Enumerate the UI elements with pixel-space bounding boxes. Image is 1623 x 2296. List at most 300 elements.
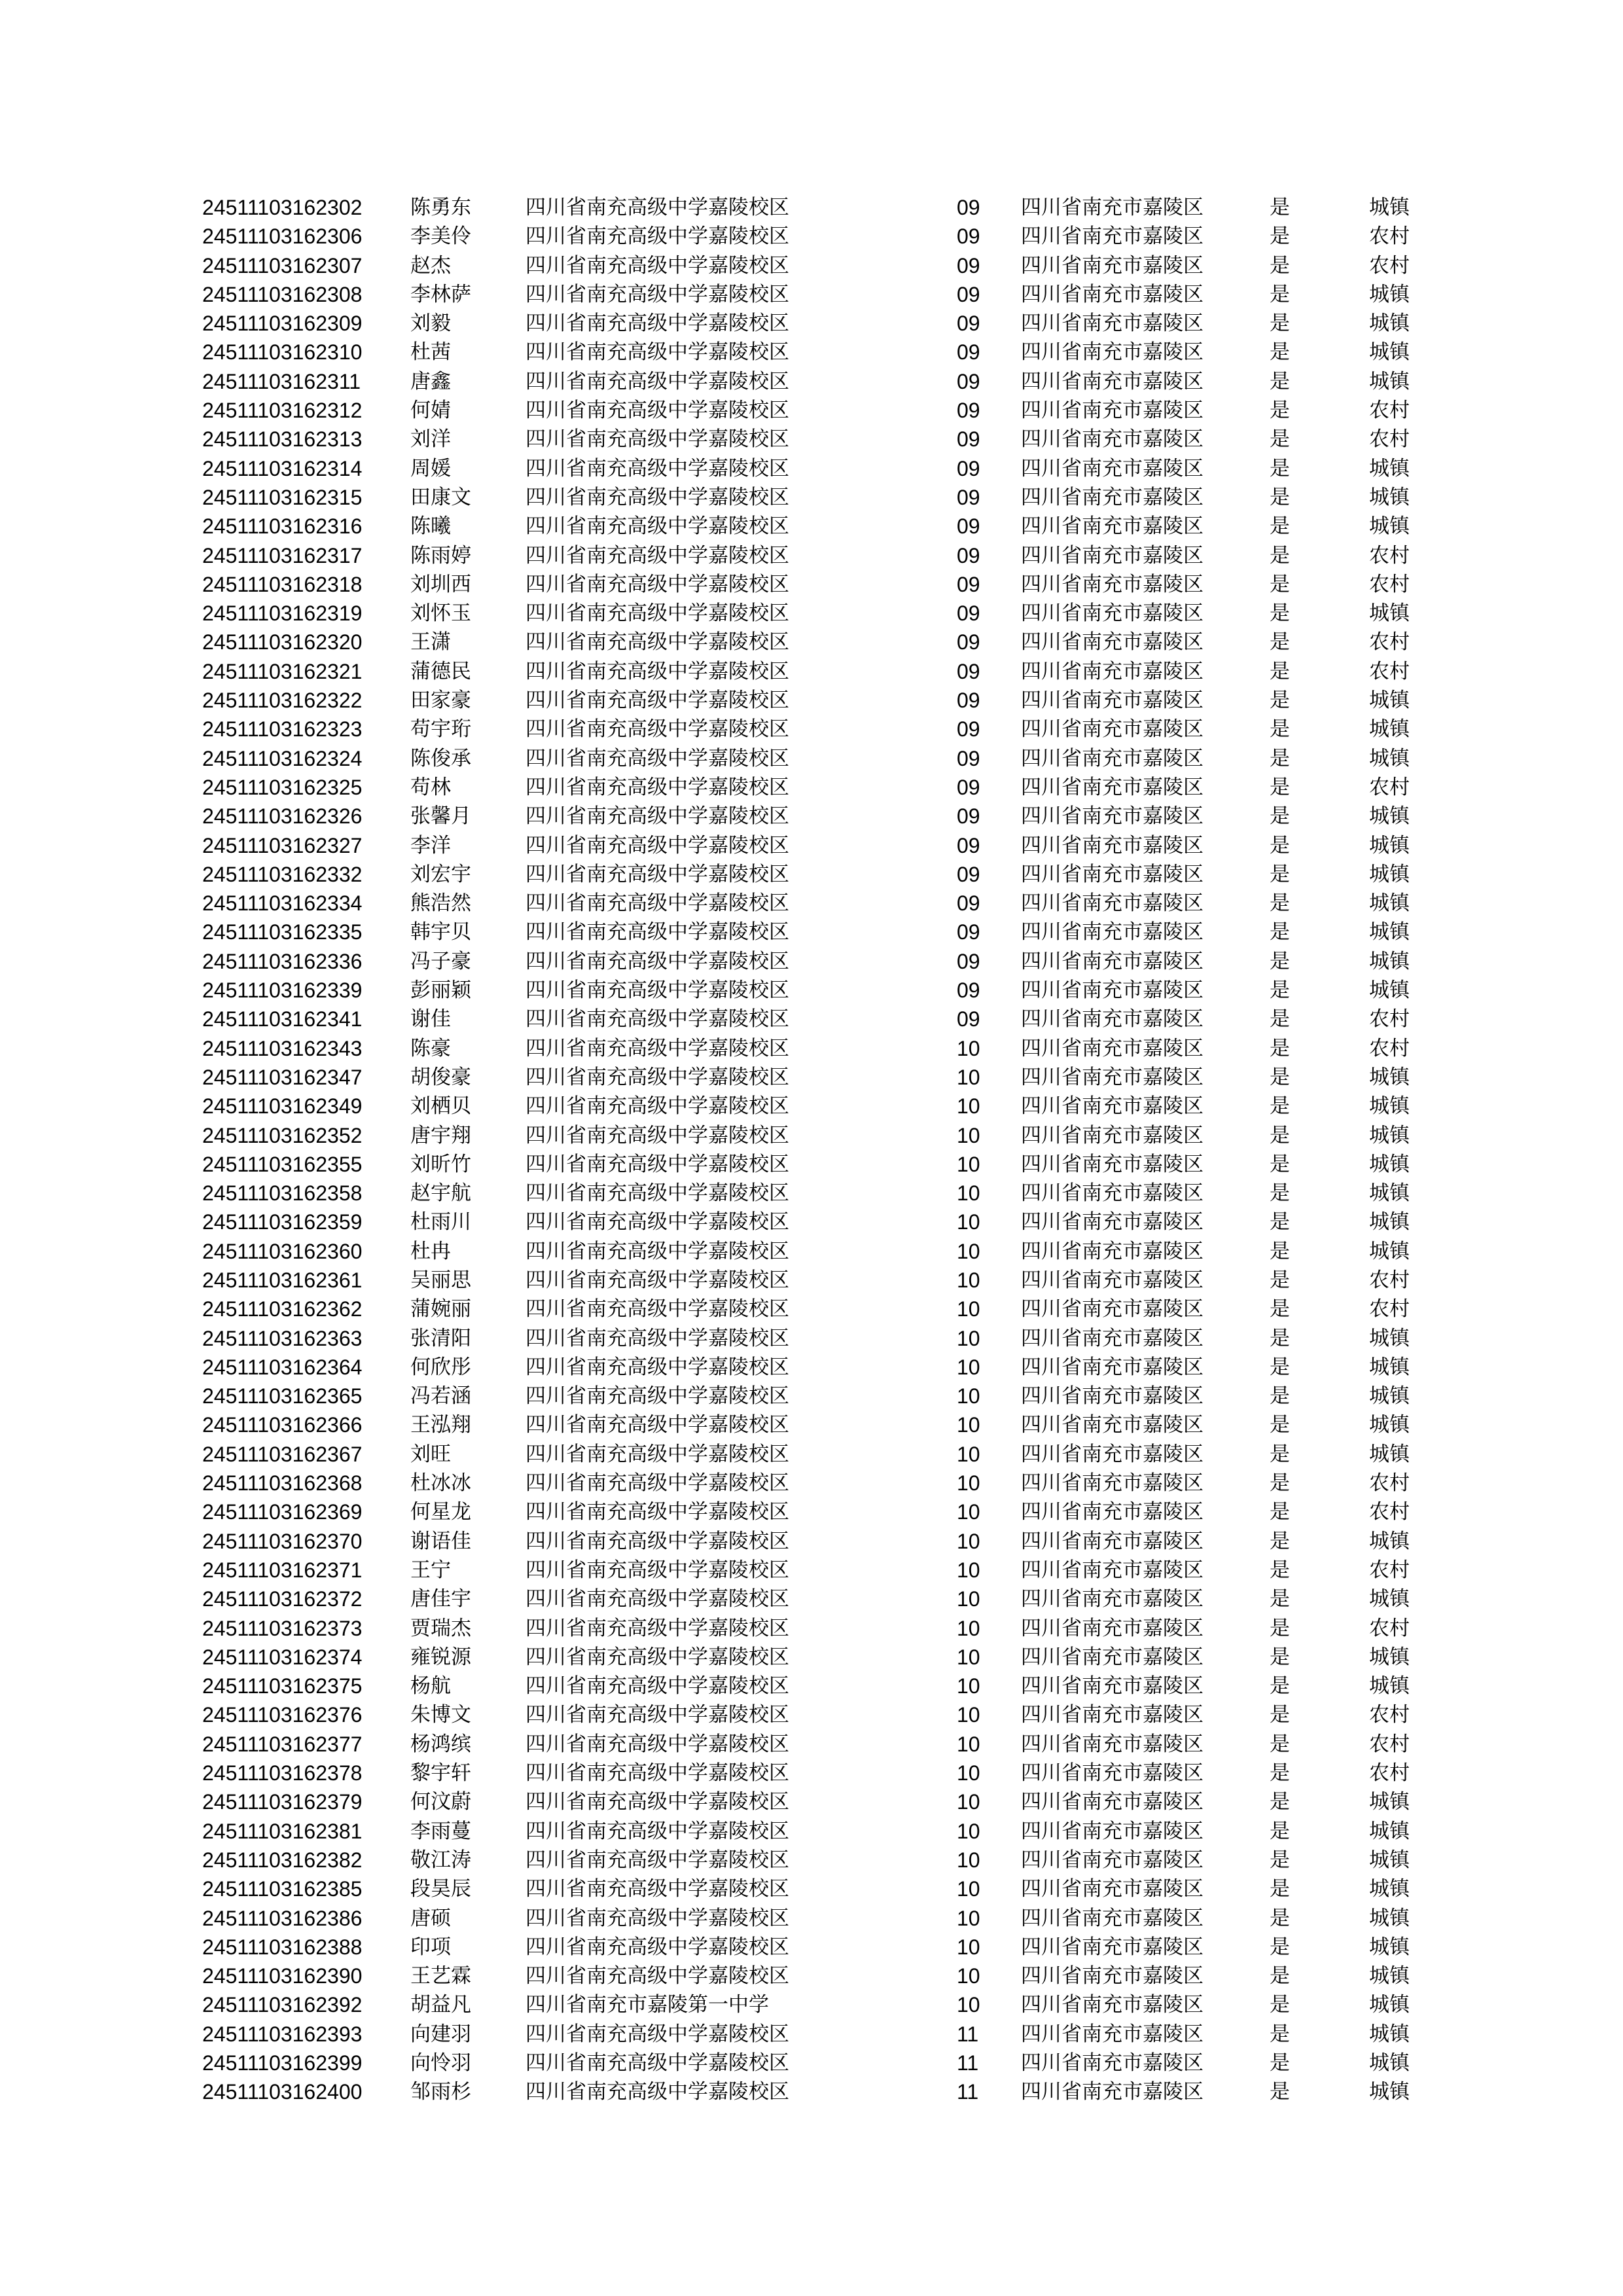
student-id-cell: 24511103162316: [202, 514, 363, 539]
class-cell: 10: [957, 1848, 980, 1872]
residence-type-cell: 农村: [1369, 1036, 1410, 1060]
region-cell: 四川省南充市嘉陵区: [1021, 253, 1204, 278]
class-cell: 09: [957, 253, 980, 278]
residence-type-cell: 城镇: [1369, 1790, 1410, 1814]
flag-cell: 是: [1270, 1268, 1290, 1292]
flag-cell: 是: [1270, 543, 1290, 567]
table-row: [0, 1034, 1623, 1063]
flag-cell: 是: [1270, 1732, 1290, 1756]
school-cell: 四川省南充高级中学嘉陵校区: [526, 456, 789, 480]
residence-type-cell: 城镇: [1369, 282, 1410, 306]
residence-type-cell: 城镇: [1369, 1964, 1410, 1988]
residence-type-cell: 城镇: [1369, 456, 1410, 480]
table-row: [0, 831, 1623, 860]
residence-type-cell: 城镇: [1369, 369, 1410, 393]
student-name-cell: 胡俊豪: [410, 1065, 471, 1089]
table-row: [0, 1121, 1623, 1150]
region-cell: 四川省南充市嘉陵区: [1021, 630, 1204, 655]
region-cell: 四川省南充市嘉陵区: [1021, 1616, 1204, 1640]
class-cell: 09: [957, 920, 980, 944]
region-cell: 四川省南充市嘉陵区: [1021, 1790, 1204, 1814]
school-cell: 四川省南充高级中学嘉陵校区: [526, 1616, 789, 1640]
region-cell: 四川省南充市嘉陵区: [1021, 1703, 1204, 1727]
residence-type-cell: 城镇: [1369, 920, 1410, 944]
class-cell: 09: [957, 514, 980, 539]
region-cell: 四川省南充市嘉陵区: [1021, 1007, 1204, 1031]
school-cell: 四川省南充高级中学嘉陵校区: [526, 978, 789, 1003]
school-cell: 四川省南充高级中学嘉陵校区: [526, 1471, 789, 1496]
student-id-cell: 24511103162321: [202, 659, 363, 683]
table-row: [0, 541, 1623, 570]
residence-type-cell: 农村: [1369, 1297, 1410, 1321]
region-cell: 四川省南充市嘉陵区: [1021, 920, 1204, 944]
flag-cell: 是: [1270, 1471, 1290, 1496]
school-cell: 四川省南充高级中学嘉陵校区: [526, 630, 789, 655]
flag-cell: 是: [1270, 1993, 1290, 2017]
class-cell: 10: [957, 1877, 980, 1901]
student-id-cell: 24511103162320: [202, 630, 363, 655]
student-id-cell: 24511103162385: [202, 1877, 363, 1901]
region-cell: 四川省南充市嘉陵区: [1021, 369, 1204, 393]
student-id-cell: 24511103162364: [202, 1355, 363, 1379]
school-cell: 四川省南充高级中学嘉陵校区: [526, 427, 789, 452]
residence-type-cell: 城镇: [1369, 1819, 1410, 1843]
flag-cell: 是: [1270, 1500, 1290, 1524]
student-id-cell: 24511103162319: [202, 601, 363, 626]
student-id-cell: 24511103162373: [202, 1616, 363, 1640]
flag-cell: 是: [1270, 1935, 1290, 1959]
class-cell: 10: [957, 1152, 980, 1176]
student-name-cell: 杨鸿缤: [410, 1732, 471, 1756]
residence-type-cell: 城镇: [1369, 1413, 1410, 1437]
student-name-cell: 谢语佳: [410, 1529, 471, 1553]
student-id-cell: 24511103162374: [202, 1645, 363, 1669]
table-row: [0, 1585, 1623, 1613]
table-row: [0, 251, 1623, 280]
class-cell: 10: [957, 1065, 980, 1089]
student-name-cell: 杜冉: [410, 1239, 451, 1263]
residence-type-cell: 城镇: [1369, 1384, 1410, 1408]
class-cell: 10: [957, 1616, 980, 1640]
table-row: [0, 483, 1623, 512]
residence-type-cell: 城镇: [1369, 1906, 1410, 1930]
class-cell: 09: [957, 572, 980, 596]
class-cell: 09: [957, 891, 980, 916]
flag-cell: 是: [1270, 1326, 1290, 1350]
table-row: [0, 222, 1623, 251]
student-id-cell: 24511103162311: [202, 369, 361, 393]
flag-cell: 是: [1270, 253, 1290, 278]
table-row: [0, 2077, 1623, 2106]
residence-type-cell: 城镇: [1369, 1210, 1410, 1234]
school-cell: 四川省南充高级中学嘉陵校区: [526, 601, 789, 626]
student-name-cell: 李林萨: [410, 282, 471, 306]
class-cell: 10: [957, 1558, 980, 1582]
student-id-cell: 24511103162322: [202, 689, 363, 713]
class-cell: 10: [957, 1993, 980, 2017]
residence-type-cell: 城镇: [1369, 2051, 1410, 2075]
region-cell: 四川省南充市嘉陵区: [1021, 224, 1204, 249]
student-name-cell: 贾瑞杰: [410, 1616, 471, 1640]
residence-type-cell: 城镇: [1369, 196, 1410, 219]
student-name-cell: 蒲德民: [410, 659, 471, 683]
table-row: [0, 686, 1623, 715]
student-name-cell: 陈豪: [410, 1036, 451, 1060]
region-cell: 四川省南充市嘉陵区: [1021, 456, 1204, 480]
student-name-cell: 熊浩然: [410, 891, 471, 916]
flag-cell: 是: [1270, 601, 1290, 626]
residence-type-cell: 城镇: [1369, 1239, 1410, 1263]
school-cell: 四川省南充高级中学嘉陵校区: [526, 659, 789, 683]
flag-cell: 是: [1270, 1616, 1290, 1640]
student-id-cell: 24511103162308: [202, 282, 363, 306]
region-cell: 四川省南充市嘉陵区: [1021, 1239, 1204, 1263]
student-name-cell: 杜茜: [410, 340, 451, 365]
flag-cell: 是: [1270, 514, 1290, 539]
region-cell: 四川省南充市嘉陵区: [1021, 1413, 1204, 1437]
class-cell: 09: [957, 485, 980, 509]
table-row: [0, 1700, 1623, 1729]
table-row: [0, 512, 1623, 541]
student-id-cell: 24511103162352: [202, 1123, 363, 1147]
table-row: [0, 889, 1623, 918]
table-row: [0, 1846, 1623, 1874]
table-row: [0, 1498, 1623, 1526]
school-cell: 四川省南充高级中学嘉陵校区: [526, 1529, 789, 1553]
table-row: [0, 570, 1623, 599]
student-name-cell: 陈勇东: [410, 196, 471, 219]
school-cell: 四川省南充高级中学嘉陵校区: [526, 1674, 789, 1698]
student-name-cell: 刘洋: [410, 427, 451, 452]
class-cell: 10: [957, 1703, 980, 1727]
region-cell: 四川省南充市嘉陵区: [1021, 2022, 1204, 2046]
region-cell: 四川省南充市嘉陵区: [1021, 775, 1204, 799]
student-name-cell: 谢佳: [410, 1007, 451, 1031]
flag-cell: 是: [1270, 2022, 1290, 2046]
class-cell: 10: [957, 1326, 980, 1350]
student-name-cell: 何婧: [410, 399, 451, 423]
class-cell: 09: [957, 746, 980, 770]
student-id-cell: 24511103162379: [202, 1790, 363, 1814]
class-cell: 09: [957, 1007, 980, 1031]
table-row: [0, 1817, 1623, 1846]
residence-type-cell: 城镇: [1369, 1123, 1410, 1147]
class-cell: 10: [957, 1732, 980, 1756]
flag-cell: 是: [1270, 340, 1290, 365]
region-cell: 四川省南充市嘉陵区: [1021, 1268, 1204, 1292]
table-row: [0, 1614, 1623, 1643]
class-cell: 09: [957, 978, 980, 1003]
school-cell: 四川省南充高级中学嘉陵校区: [526, 1703, 789, 1727]
region-cell: 四川省南充市嘉陵区: [1021, 833, 1204, 857]
class-cell: 10: [957, 1181, 980, 1206]
class-cell: 09: [957, 601, 980, 626]
class-cell: 10: [957, 1442, 980, 1466]
residence-type-cell: 城镇: [1369, 485, 1410, 509]
flag-cell: 是: [1270, 1065, 1290, 1089]
table-row: [0, 309, 1623, 338]
region-cell: 四川省南充市嘉陵区: [1021, 601, 1204, 626]
residence-type-cell: 农村: [1369, 1500, 1410, 1524]
residence-type-cell: 农村: [1369, 1007, 1410, 1031]
flag-cell: 是: [1270, 1645, 1290, 1669]
school-cell: 四川省南充高级中学嘉陵校区: [526, 1210, 789, 1234]
flag-cell: 是: [1270, 2051, 1290, 2075]
student-name-cell: 赵杰: [410, 253, 451, 278]
student-id-cell: 24511103162365: [202, 1384, 363, 1408]
student-id-cell: 24511103162309: [202, 312, 363, 336]
student-name-cell: 陈雨婷: [410, 543, 471, 567]
residence-type-cell: 农村: [1369, 630, 1410, 655]
student-name-cell: 蒲婉丽: [410, 1297, 471, 1321]
table-row: [0, 1643, 1623, 1672]
class-cell: 09: [957, 775, 980, 799]
student-id-cell: 24511103162376: [202, 1703, 363, 1727]
region-cell: 四川省南充市嘉陵区: [1021, 1355, 1204, 1379]
school-cell: 四川省南充高级中学嘉陵校区: [526, 340, 789, 365]
school-cell: 四川省南充高级中学嘉陵校区: [526, 891, 789, 916]
student-name-cell: 黎宇轩: [410, 1761, 471, 1785]
student-name-cell: 张馨月: [410, 804, 471, 829]
class-cell: 10: [957, 1500, 980, 1524]
table-row: [0, 2020, 1623, 2049]
residence-type-cell: 城镇: [1369, 717, 1410, 742]
residence-type-cell: 农村: [1369, 1616, 1410, 1640]
school-cell: 四川省南充高级中学嘉陵校区: [526, 1848, 789, 1872]
school-cell: 四川省南充高级中学嘉陵校区: [526, 399, 789, 423]
school-cell: 四川省南充高级中学嘉陵校区: [526, 253, 789, 278]
flag-cell: 是: [1270, 399, 1290, 423]
region-cell: 四川省南充市嘉陵区: [1021, 1529, 1204, 1553]
student-id-cell: 24511103162363: [202, 1326, 363, 1350]
region-cell: 四川省南充市嘉陵区: [1021, 1036, 1204, 1060]
class-cell: 11: [957, 2022, 979, 2046]
school-cell: 四川省南充高级中学嘉陵校区: [526, 1964, 789, 1988]
student-name-cell: 杜冰冰: [410, 1471, 471, 1496]
residence-type-cell: 城镇: [1369, 1152, 1410, 1176]
class-cell: 09: [957, 804, 980, 829]
table-row: [0, 1324, 1623, 1353]
student-id-cell: 24511103162336: [202, 949, 363, 973]
residence-type-cell: 城镇: [1369, 2022, 1410, 2046]
flag-cell: 是: [1270, 1877, 1290, 1901]
student-name-cell: 唐佳宇: [410, 1587, 471, 1611]
school-cell: 四川省南充高级中学嘉陵校区: [526, 224, 789, 249]
student-id-cell: 24511103162367: [202, 1442, 363, 1466]
student-id-cell: 24511103162347: [202, 1065, 363, 1089]
table-row: [0, 454, 1623, 483]
school-cell: 四川省南充高级中学嘉陵校区: [526, 514, 789, 539]
residence-type-cell: 城镇: [1369, 1442, 1410, 1466]
student-name-cell: 彭丽颖: [410, 978, 471, 1003]
school-cell: 四川省南充高级中学嘉陵校区: [526, 717, 789, 742]
region-cell: 四川省南充市嘉陵区: [1021, 543, 1204, 567]
region-cell: 四川省南充市嘉陵区: [1021, 1065, 1204, 1089]
student-name-cell: 印项: [410, 1935, 451, 1959]
class-cell: 10: [957, 1268, 980, 1292]
student-id-cell: 24511103162400: [202, 2080, 363, 2104]
residence-type-cell: 城镇: [1369, 1094, 1410, 1119]
table-row: [0, 280, 1623, 309]
student-id-cell: 24511103162318: [202, 572, 363, 596]
flag-cell: 是: [1270, 1964, 1290, 1988]
flag-cell: 是: [1270, 1529, 1290, 1553]
flag-cell: 是: [1270, 920, 1290, 944]
residence-type-cell: 农村: [1369, 543, 1410, 567]
school-cell: 四川省南充高级中学嘉陵校区: [526, 1442, 789, 1466]
flag-cell: 是: [1270, 949, 1290, 973]
residence-type-cell: 农村: [1369, 1703, 1410, 1727]
class-cell: 10: [957, 1906, 980, 1930]
flag-cell: 是: [1270, 1094, 1290, 1119]
student-name-cell: 赵宇航: [410, 1181, 471, 1206]
class-cell: 10: [957, 1210, 980, 1234]
school-cell: 四川省南充高级中学嘉陵校区: [526, 2051, 789, 2075]
flag-cell: 是: [1270, 1297, 1290, 1321]
table-row: [0, 338, 1623, 367]
region-cell: 四川省南充市嘉陵区: [1021, 978, 1204, 1003]
student-name-cell: 胡益凡: [410, 1993, 471, 2017]
table-row: [0, 1266, 1623, 1295]
class-cell: 10: [957, 1239, 980, 1263]
residence-type-cell: 城镇: [1369, 1326, 1410, 1350]
school-cell: 四川省南充高级中学嘉陵校区: [526, 2080, 789, 2104]
student-name-cell: 王潇: [410, 630, 451, 655]
student-name-cell: 何汶蔚: [410, 1790, 471, 1814]
class-cell: 09: [957, 312, 980, 336]
table-row: [0, 1295, 1623, 1323]
school-cell: 四川省南充高级中学嘉陵校区: [526, 1906, 789, 1930]
flag-cell: 是: [1270, 804, 1290, 829]
flag-cell: 是: [1270, 862, 1290, 886]
residence-type-cell: 城镇: [1369, 1674, 1410, 1698]
student-id-cell: 24511103162315: [202, 485, 363, 509]
residence-type-cell: 城镇: [1369, 1355, 1410, 1379]
flag-cell: 是: [1270, 1413, 1290, 1437]
school-cell: 四川省南充高级中学嘉陵校区: [526, 1790, 789, 1814]
flag-cell: 是: [1270, 1007, 1290, 1031]
student-id-cell: 24511103162312: [202, 399, 363, 423]
class-cell: 09: [957, 427, 980, 452]
flag-cell: 是: [1270, 572, 1290, 596]
flag-cell: 是: [1270, 1906, 1290, 1930]
residence-type-cell: 城镇: [1369, 312, 1410, 336]
student-name-cell: 陈曦: [410, 514, 451, 539]
class-cell: 09: [957, 196, 980, 219]
class-cell: 10: [957, 1587, 980, 1611]
student-name-cell: 向怜羽: [410, 2051, 471, 2075]
student-id-cell: 24511103162313: [202, 427, 363, 452]
student-id-cell: 24511103162371: [202, 1558, 363, 1582]
region-cell: 四川省南充市嘉陵区: [1021, 804, 1204, 829]
region-cell: 四川省南充市嘉陵区: [1021, 572, 1204, 596]
table-row: [0, 1556, 1623, 1585]
flag-cell: 是: [1270, 1152, 1290, 1176]
region-cell: 四川省南充市嘉陵区: [1021, 862, 1204, 886]
residence-type-cell: 农村: [1369, 1471, 1410, 1496]
table-row: [0, 425, 1623, 454]
student-name-cell: 唐宇翔: [410, 1123, 471, 1147]
student-name-cell: 李洋: [410, 833, 451, 857]
residence-type-cell: 农村: [1369, 399, 1410, 423]
student-name-cell: 王宁: [410, 1558, 451, 1582]
class-cell: 10: [957, 1529, 980, 1553]
class-cell: 10: [957, 1761, 980, 1785]
residence-type-cell: 城镇: [1369, 1181, 1410, 1206]
student-id-cell: 24511103162325: [202, 775, 363, 799]
student-id-cell: 24511103162349: [202, 1094, 363, 1119]
student-name-cell: 田康文: [410, 485, 471, 509]
flag-cell: 是: [1270, 224, 1290, 249]
student-name-cell: 陈俊承: [410, 746, 471, 770]
region-cell: 四川省南充市嘉陵区: [1021, 1935, 1204, 1959]
student-name-cell: 李美伶: [410, 224, 471, 249]
flag-cell: 是: [1270, 282, 1290, 306]
residence-type-cell: 城镇: [1369, 746, 1410, 770]
region-cell: 四川省南充市嘉陵区: [1021, 1094, 1204, 1119]
table-row: [0, 715, 1623, 744]
table-row: [0, 1440, 1623, 1469]
region-cell: 四川省南充市嘉陵区: [1021, 1645, 1204, 1669]
table-row: [0, 1730, 1623, 1759]
school-cell: 四川省南充高级中学嘉陵校区: [526, 1355, 789, 1379]
student-name-cell: 段昊辰: [410, 1877, 471, 1901]
region-cell: 四川省南充市嘉陵区: [1021, 717, 1204, 742]
student-name-cell: 唐硕: [410, 1906, 451, 1930]
school-cell: 四川省南充高级中学嘉陵校区: [526, 2022, 789, 2046]
student-id-cell: 24511103162343: [202, 1036, 363, 1060]
school-cell: 四川省南充高级中学嘉陵校区: [526, 1877, 789, 1901]
region-cell: 四川省南充市嘉陵区: [1021, 427, 1204, 452]
flag-cell: 是: [1270, 1181, 1290, 1206]
school-cell: 四川省南充高级中学嘉陵校区: [526, 1268, 789, 1292]
region-cell: 四川省南充市嘉陵区: [1021, 1906, 1204, 1930]
student-name-cell: 杨航: [410, 1674, 451, 1698]
region-cell: 四川省南充市嘉陵区: [1021, 891, 1204, 916]
table-row: [0, 1353, 1623, 1382]
table-row: [0, 1179, 1623, 1208]
table-row: [0, 599, 1623, 628]
table-row: [0, 773, 1623, 802]
student-name-cell: 何星龙: [410, 1500, 471, 1524]
region-cell: 四川省南充市嘉陵区: [1021, 746, 1204, 770]
table-row: [0, 367, 1623, 396]
region-cell: 四川省南充市嘉陵区: [1021, 1442, 1204, 1466]
table-row: [0, 1874, 1623, 1903]
student-id-cell: 24511103162306: [202, 224, 363, 249]
flag-cell: 是: [1270, 1036, 1290, 1060]
student-name-cell: 杜雨川: [410, 1210, 471, 1234]
class-cell: 09: [957, 543, 980, 567]
region-cell: 四川省南充市嘉陵区: [1021, 196, 1204, 219]
flag-cell: 是: [1270, 1123, 1290, 1147]
school-cell: 四川省南充高级中学嘉陵校区: [526, 746, 789, 770]
residence-type-cell: 城镇: [1369, 689, 1410, 713]
table-row: [0, 1904, 1623, 1933]
student-name-cell: 苟林: [410, 775, 451, 799]
school-cell: 四川省南充高级中学嘉陵校区: [526, 1558, 789, 1582]
residence-type-cell: 城镇: [1369, 1065, 1410, 1089]
flag-cell: 是: [1270, 659, 1290, 683]
student-name-cell: 刘宏宇: [410, 862, 471, 886]
residence-type-cell: 城镇: [1369, 804, 1410, 829]
residence-type-cell: 农村: [1369, 1558, 1410, 1582]
student-id-cell: 24511103162393: [202, 2022, 363, 2046]
student-id-cell: 24511103162359: [202, 1210, 363, 1234]
student-name-cell: 邹雨杉: [410, 2080, 471, 2104]
student-id-cell: 24511103162386: [202, 1906, 363, 1930]
student-name-cell: 刘栖贝: [410, 1094, 471, 1119]
